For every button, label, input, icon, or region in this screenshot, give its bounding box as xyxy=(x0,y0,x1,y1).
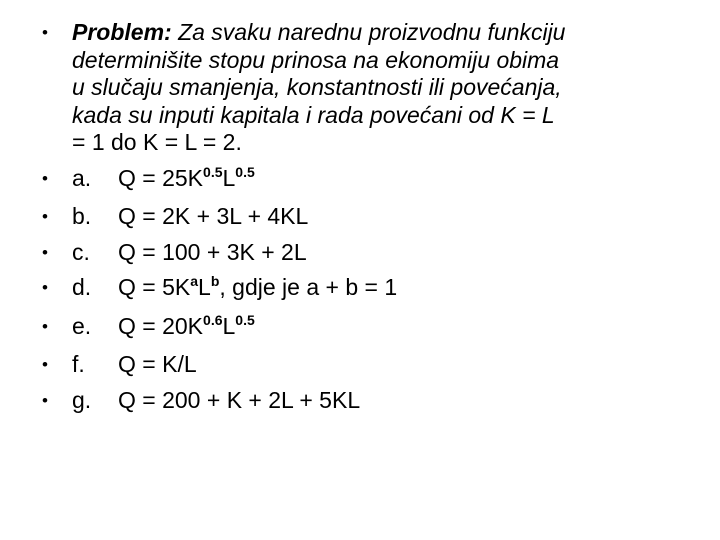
formula-part: Q = 5K xyxy=(118,274,191,300)
item-formula: Q = K/L xyxy=(118,351,197,377)
problem-line-4: kada su inputi kapitala i rada povećani od K = L xyxy=(72,101,555,128)
bullet-dot-icon: • xyxy=(42,23,48,42)
problem-text-1: Za svaku narednu proizvodnu funkciju xyxy=(171,19,566,45)
bullet-dot-icon: • xyxy=(42,207,48,226)
item-letter: b. xyxy=(72,203,92,229)
item-formula: Q = 100 + 3K + 2L xyxy=(118,238,307,265)
problem-bullet xyxy=(28,19,698,157)
formula-part: L xyxy=(222,312,236,339)
formula-tail: , gdje je a + b = 1 xyxy=(219,274,398,300)
formula-part: L xyxy=(222,164,236,191)
item-letter: g. xyxy=(72,386,92,413)
exponent-l: 0.5 xyxy=(235,163,255,180)
bullet-dot-icon: • xyxy=(42,355,48,374)
item-formula xyxy=(118,313,255,339)
problem-line-2: determinišite stopu prinosa na ekonomiju obima xyxy=(72,46,560,73)
item-letter: c. xyxy=(72,238,90,265)
problem-line-5: = 1 do K = L = 2. xyxy=(72,129,242,155)
item-formula xyxy=(118,165,255,191)
exponent-b: b xyxy=(210,273,220,289)
bullet-list xyxy=(28,19,698,422)
exponent-a: a xyxy=(190,273,199,289)
bullet-dot-icon: • xyxy=(42,168,48,188)
formula-part: Q = 25K xyxy=(118,164,204,191)
item-letter: a. xyxy=(72,164,92,191)
item-letter: f. xyxy=(72,351,85,377)
item-formula xyxy=(118,274,397,300)
exponent-l: 0.5 xyxy=(235,311,255,328)
problem-line-1 xyxy=(72,19,698,47)
bullet-dot-icon: • xyxy=(42,242,48,262)
formula-part: L xyxy=(198,274,211,300)
list-item-e xyxy=(28,313,698,344)
list-item-d xyxy=(28,274,698,305)
exponent-k: 0.5 xyxy=(203,163,223,180)
list-item-c xyxy=(28,239,698,267)
list-item-b xyxy=(28,203,698,231)
bullet-dot-icon: • xyxy=(42,278,48,297)
bullet-dot-icon: • xyxy=(42,316,48,336)
problem-label: Problem: xyxy=(72,19,172,45)
problem-line-3: u slučaju smanjenja, konstantnosti ili povećanja, xyxy=(72,74,562,100)
item-formula: Q = 2K + 3L + 4KL xyxy=(118,203,309,229)
bullet-dot-icon: • xyxy=(42,390,48,410)
item-formula: Q = 200 + K + 2L + 5KL xyxy=(118,386,361,413)
formula-part: Q = 20K xyxy=(118,312,204,339)
item-letter: d. xyxy=(72,274,92,300)
list-item-g xyxy=(28,387,698,415)
exponent-k: 0.6 xyxy=(203,311,223,328)
list-item-a xyxy=(28,165,698,196)
item-letter: e. xyxy=(72,312,92,339)
list-item-f xyxy=(28,351,698,379)
